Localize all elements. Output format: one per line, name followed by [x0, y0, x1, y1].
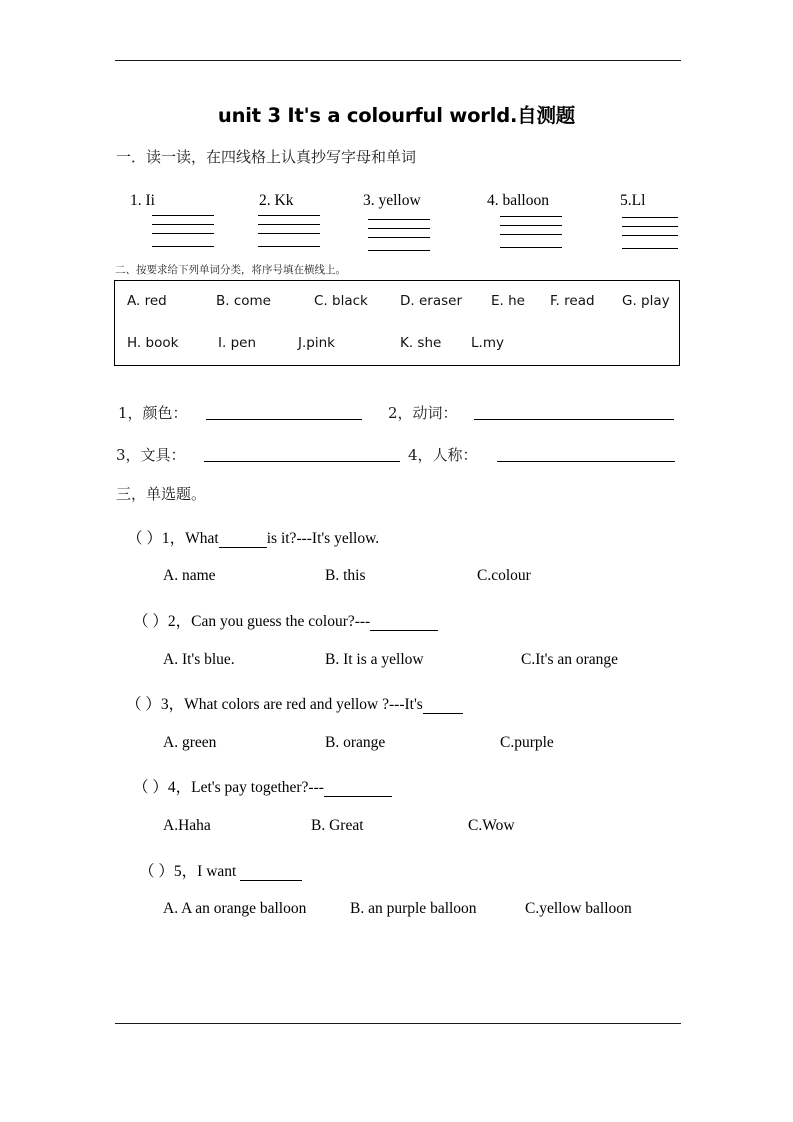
copy-item-2: 2. Kk [259, 192, 294, 209]
word-bank-box [114, 280, 680, 366]
question-5-option-a[interactable]: A. A an orange balloon [163, 900, 307, 917]
category-label-verbs: 2，动词： [388, 404, 458, 422]
section-2-heading: 二、按要求给下列单词分类，将序号填在横线上。 [115, 264, 346, 276]
word-bank-option-b: B. come [216, 293, 271, 309]
question-3-number: 3， [160, 696, 185, 713]
word-bank-row-1 [115, 293, 679, 336]
question-5-stem [139, 859, 302, 881]
category-answer-line-pronouns[interactable] [497, 461, 675, 462]
copy-item-3: 3. yellow [363, 192, 421, 209]
question-1-option-c[interactable]: C.colour [477, 567, 531, 584]
question-2-option-c[interactable]: C.It's an orange [521, 651, 619, 668]
question-5-bracket[interactable]: （ ） [139, 863, 174, 880]
question-1-number: 1， [161, 530, 186, 547]
four-line-grid-3 [368, 219, 430, 255]
page-title: unit 3 It's a colourful world.自测题 [217, 104, 576, 127]
footer-divider [115, 1023, 681, 1024]
question-2-blank[interactable] [370, 615, 438, 631]
header-divider [115, 60, 681, 61]
category-label-pronouns: 4，人称： [408, 446, 478, 464]
question-3-text-before: What colors are red and yellow ?---It's [184, 696, 423, 713]
category-answer-line-verbs[interactable] [474, 419, 674, 420]
section-1-heading: 一．读一读，在四线格上认真抄写字母和单词 [116, 148, 417, 166]
question-1-text-after: is it?---It's yellow. [266, 530, 380, 547]
copy-item-5: 5.Ll [620, 192, 646, 209]
question-1-option-a[interactable]: A. name [163, 567, 216, 584]
question-4-number: 4， [167, 779, 192, 796]
question-5-option-c[interactable]: C.yellow balloon [525, 900, 632, 917]
question-1-bracket[interactable]: （ ） [127, 530, 162, 547]
word-bank-option-g: G. play [622, 293, 670, 309]
four-line-grid-5 [622, 217, 678, 253]
word-bank-option-k: K. she [400, 335, 442, 351]
word-bank-option-a: A. red [127, 293, 167, 309]
question-3-option-b[interactable]: B. orange [325, 734, 386, 751]
question-3-option-a[interactable]: A. green [163, 734, 217, 751]
question-3-stem [126, 692, 463, 714]
word-bank-option-j: J.pink [298, 335, 335, 351]
question-2-option-b[interactable]: B. It is a yellow [325, 651, 424, 668]
four-line-grid-1 [152, 215, 214, 251]
word-bank-option-f: F. read [550, 293, 595, 309]
question-4-option-a[interactable]: A.Haha [163, 817, 211, 834]
four-line-grid-2 [258, 215, 320, 251]
word-bank-option-c: C. black [314, 293, 368, 309]
word-bank-row-2 [115, 335, 679, 378]
question-4-option-c[interactable]: C.Wow [468, 817, 515, 834]
question-1-text-before: What [185, 530, 219, 547]
question-5-text-before: I want [197, 863, 237, 880]
question-3-bracket[interactable]: （ ） [126, 696, 161, 713]
four-line-grid-4 [500, 216, 562, 252]
word-bank-option-i: I. pen [218, 335, 256, 351]
question-2-option-a[interactable]: A. It's blue. [163, 651, 235, 668]
category-label-stationery: 3，文具： [116, 446, 186, 464]
word-bank-option-h: H. book [127, 335, 179, 351]
question-4-stem [133, 775, 392, 797]
question-2-bracket[interactable]: （ ） [133, 613, 168, 630]
question-3-blank[interactable] [423, 698, 463, 714]
word-bank-option-e: E. he [491, 293, 525, 309]
category-label-colors: 1，颜色： [118, 404, 188, 422]
question-1-blank[interactable] [219, 532, 267, 548]
word-bank-option-l: L.my [471, 335, 504, 351]
category-answer-line-colors[interactable] [206, 419, 362, 420]
question-2-text-before: Can you guess the colour?--- [191, 613, 371, 630]
question-2-stem [133, 609, 438, 631]
word-bank-option-d: D. eraser [400, 293, 462, 309]
section-3-heading: 三，单选题。 [116, 485, 207, 503]
question-5-blank[interactable] [240, 865, 302, 881]
question-4-blank[interactable] [324, 781, 392, 797]
question-1-option-b[interactable]: B. this [325, 567, 366, 584]
copy-item-1: 1. Ii [130, 192, 155, 209]
question-5-option-b[interactable]: B. an purple balloon [350, 900, 477, 917]
question-4-text-before: Let's pay together?--- [191, 779, 324, 796]
question-3-option-c[interactable]: C.purple [500, 734, 554, 751]
question-1-stem [127, 526, 379, 548]
question-2-number: 2， [167, 613, 192, 630]
category-answer-line-stationery[interactable] [204, 461, 400, 462]
copy-item-4: 4. balloon [487, 192, 549, 209]
question-4-option-b[interactable]: B. Great [311, 817, 364, 834]
question-5-number: 5， [173, 863, 198, 880]
question-4-bracket[interactable]: （ ） [133, 779, 168, 796]
